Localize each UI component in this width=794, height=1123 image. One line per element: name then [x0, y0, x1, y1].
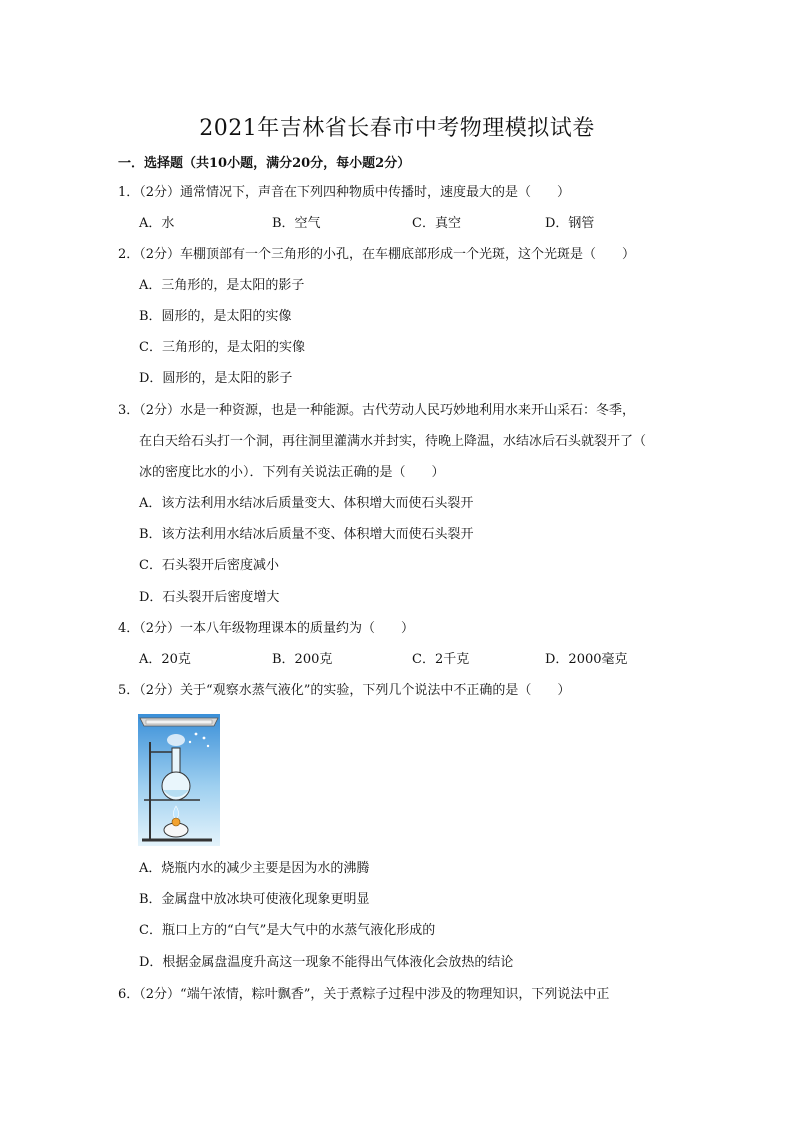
option-d: D．圆形的，是太阳的影子 — [139, 371, 293, 386]
question-1-stem: 1．（2分）通常情况下，声音在下列四种物质中传播时，速度最大的是（ ） — [118, 185, 571, 200]
droplet — [195, 733, 198, 736]
option-c: C．真空 — [412, 216, 461, 231]
experiment-figure — [138, 714, 220, 846]
question-2-stem: 2．（2分）车棚顶部有一个三角形的小孔，在车棚底部形成一个光斑，这个光斑是（ ） — [118, 247, 636, 262]
section-heading: 一．选择题（共10小题，满分20分，每小题2分） — [118, 156, 411, 171]
question-5-stem: 5．（2分）关于“观察水蒸气液化”的实验，下列几个说法中不正确的是（ ） — [118, 683, 571, 698]
ice-in-tray — [146, 720, 212, 724]
option-b: B．该方法利用水结冰后质量不变、体积增大而使石头裂开 — [139, 527, 474, 542]
option-b: B．圆形的，是太阳的实像 — [139, 309, 292, 324]
question-4-options — [0, 651, 794, 669]
option-a: A．水 — [139, 216, 175, 231]
option-c: C．三角形的，是太阳的实像 — [139, 340, 305, 355]
option-b: B．金属盘中放冰块可使液化现象更明显 — [139, 892, 370, 907]
droplet — [203, 737, 206, 740]
option-b: B．空气 — [272, 216, 321, 231]
page-title: 2021年吉林省长春市中考物理模拟试卷 — [199, 116, 595, 141]
question-1-options — [0, 215, 794, 233]
question-6-stem: 6．（2分）“端午浓情，粽叶飘香”，关于煮粽子过程中涉及的物理知识，下列说法中正 — [118, 987, 610, 1002]
question-4-stem: 4．（2分）一本八年级物理课本的质量约为（ ） — [118, 621, 415, 636]
question-3-stem-line-2: 在白天给石头打一个洞，再往洞里灌满水并封实，待晚上降温，水结冰后石头就裂开了（ — [139, 434, 647, 449]
option-a: A．三角形的，是太阳的影子 — [139, 278, 305, 293]
option-d: D．石头裂开后密度增大 — [139, 590, 280, 605]
question-3-stem-line-3: 冰的密度比水的小）．下列有关说法正确的是（ ） — [139, 465, 445, 480]
option-c: C．瓶口上方的“白气”是大气中的水蒸气液化形成的 — [139, 923, 436, 938]
flask-neck — [172, 748, 180, 774]
option-d: D．根据金属盘温度升高这一现象不能得出气体液化会放热的结论 — [139, 955, 514, 970]
option-d: D．钢管 — [545, 216, 595, 231]
droplet — [189, 741, 191, 743]
lamp-wick-cap — [172, 818, 180, 826]
option-d: D．2000毫克 — [545, 652, 628, 667]
question-3-stem: 3．（2分）水是一种资源，也是一种能源。古代劳动人民巧妙地利用水来开山采石：冬季， — [118, 403, 636, 418]
option-a: A．20克 — [139, 652, 191, 667]
option-a: A．烧瓶内水的减少主要是因为水的沸腾 — [139, 861, 370, 876]
option-a: A．该方法利用水结冰后质量变大、体积增大而使石头裂开 — [139, 496, 474, 511]
option-b: B．200克 — [272, 652, 333, 667]
option-c: C．2千克 — [412, 652, 470, 667]
option-c: C．石头裂开后密度减小 — [139, 558, 279, 573]
droplet — [207, 745, 209, 747]
white-vapor — [167, 734, 185, 746]
